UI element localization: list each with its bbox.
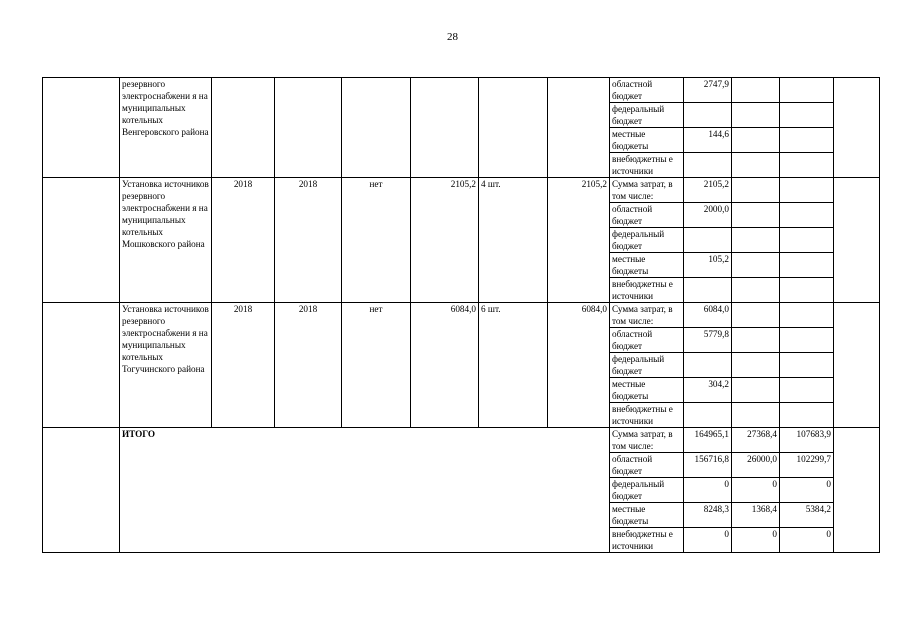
sum [548, 78, 610, 178]
end-year [275, 78, 342, 178]
value-1: 2105,2 [684, 178, 732, 203]
value-3 [780, 403, 834, 428]
value-2 [732, 203, 780, 228]
source-label: федеральный бюджет [610, 103, 684, 128]
cost: 2105,2 [411, 178, 479, 303]
value-2 [732, 278, 780, 303]
value-2 [732, 103, 780, 128]
total-value-1: 156716,8 [684, 453, 732, 478]
start-year [212, 78, 275, 178]
empty-cell [43, 78, 120, 178]
source-label: областной бюджет [610, 328, 684, 353]
value-3 [780, 378, 834, 403]
value-1 [684, 153, 732, 178]
page-number: 28 [447, 31, 458, 43]
sum: 2105,2 [548, 178, 610, 303]
source-label: областной бюджет [610, 203, 684, 228]
value-3 [780, 103, 834, 128]
source-label: внебюджетны е источники [610, 403, 684, 428]
total-value-2: 26000,0 [732, 453, 780, 478]
value-2 [732, 153, 780, 178]
table-row [43, 178, 880, 203]
value-1 [684, 228, 732, 253]
empty-cell [834, 178, 880, 303]
value-3 [780, 328, 834, 353]
table-row [43, 303, 880, 328]
total-value-3: 107683,9 [780, 428, 834, 453]
total-value-1: 0 [684, 478, 732, 503]
value-2 [732, 228, 780, 253]
source-label: внебюджетны е источники [610, 278, 684, 303]
value-1: 5779,8 [684, 328, 732, 353]
value-3 [780, 353, 834, 378]
table-row [43, 78, 880, 103]
total-value-2: 1368,4 [732, 503, 780, 528]
source-label: местные бюджеты [610, 378, 684, 403]
total-label: ИТОГО [120, 428, 610, 553]
source-label: местные бюджеты [610, 253, 684, 278]
value-2 [732, 128, 780, 153]
total-value-1: 0 [684, 528, 732, 553]
total-value-3: 5384,2 [780, 503, 834, 528]
empty-cell [834, 428, 880, 553]
design-doc [342, 78, 411, 178]
value-2 [732, 178, 780, 203]
budget-table [42, 77, 880, 553]
total-value-3: 0 [780, 528, 834, 553]
end-year: 2018 [275, 178, 342, 303]
empty-cell [834, 303, 880, 428]
value-3 [780, 153, 834, 178]
source-label: федеральный бюджет [610, 353, 684, 378]
empty-cell [43, 428, 120, 553]
quantity [479, 78, 548, 178]
value-1: 144,6 [684, 128, 732, 153]
end-year: 2018 [275, 303, 342, 428]
total-row [43, 428, 880, 453]
value-1 [684, 278, 732, 303]
total-value-2: 27368,4 [732, 428, 780, 453]
value-2 [732, 403, 780, 428]
source-label: областной бюджет [610, 78, 684, 103]
design-doc: нет [342, 303, 411, 428]
start-year: 2018 [212, 178, 275, 303]
total-value-3: 0 [780, 478, 834, 503]
measure-name: резервного электроснабжени я на муниципальных котельных Венгеровского района [120, 78, 212, 178]
value-1: 2000,0 [684, 203, 732, 228]
total-value-1: 164965,1 [684, 428, 732, 453]
value-2 [732, 328, 780, 353]
sum: 6084,0 [548, 303, 610, 428]
total-value-1: 8248,3 [684, 503, 732, 528]
source-label: Сумма затрат, в том числе: [610, 428, 684, 453]
value-1: 105,2 [684, 253, 732, 278]
value-1: 2747,9 [684, 78, 732, 103]
source-label: федеральный бюджет [610, 228, 684, 253]
source-label: областной бюджет [610, 453, 684, 478]
cost [411, 78, 479, 178]
empty-cell [43, 178, 120, 303]
value-2 [732, 378, 780, 403]
value-3 [780, 178, 834, 203]
source-label: местные бюджеты [610, 503, 684, 528]
value-2 [732, 353, 780, 378]
value-2 [732, 303, 780, 328]
value-1 [684, 403, 732, 428]
measure-name: Установка источников резервного электроснабжени я на муниципальных котельных Тогучинского района [120, 303, 212, 428]
source-label: федеральный бюджет [610, 478, 684, 503]
value-3 [780, 278, 834, 303]
source-label: внебюджетны е источники [610, 528, 684, 553]
source-label: внебюджетны е источники [610, 153, 684, 178]
value-3 [780, 78, 834, 103]
value-2 [732, 78, 780, 103]
measure-name: Установка источников резервного электроснабжени я на муниципальных котельных Мошковского района [120, 178, 212, 303]
value-2 [732, 253, 780, 278]
cost: 6084,0 [411, 303, 479, 428]
total-value-2: 0 [732, 478, 780, 503]
value-3 [780, 228, 834, 253]
source-label: Сумма затрат, в том числе: [610, 303, 684, 328]
value-1 [684, 103, 732, 128]
source-label: Сумма затрат, в том числе: [610, 178, 684, 203]
start-year: 2018 [212, 303, 275, 428]
value-3 [780, 253, 834, 278]
value-3 [780, 203, 834, 228]
value-1 [684, 353, 732, 378]
total-value-2: 0 [732, 528, 780, 553]
empty-cell [43, 303, 120, 428]
empty-cell [834, 78, 880, 178]
source-label: местные бюджеты [610, 128, 684, 153]
value-1: 6084,0 [684, 303, 732, 328]
value-3 [780, 303, 834, 328]
value-3 [780, 128, 834, 153]
total-value-3: 102299,7 [780, 453, 834, 478]
value-1: 304,2 [684, 378, 732, 403]
quantity: 4 шт. [479, 178, 548, 303]
design-doc: нет [342, 178, 411, 303]
quantity: 6 шт. [479, 303, 548, 428]
